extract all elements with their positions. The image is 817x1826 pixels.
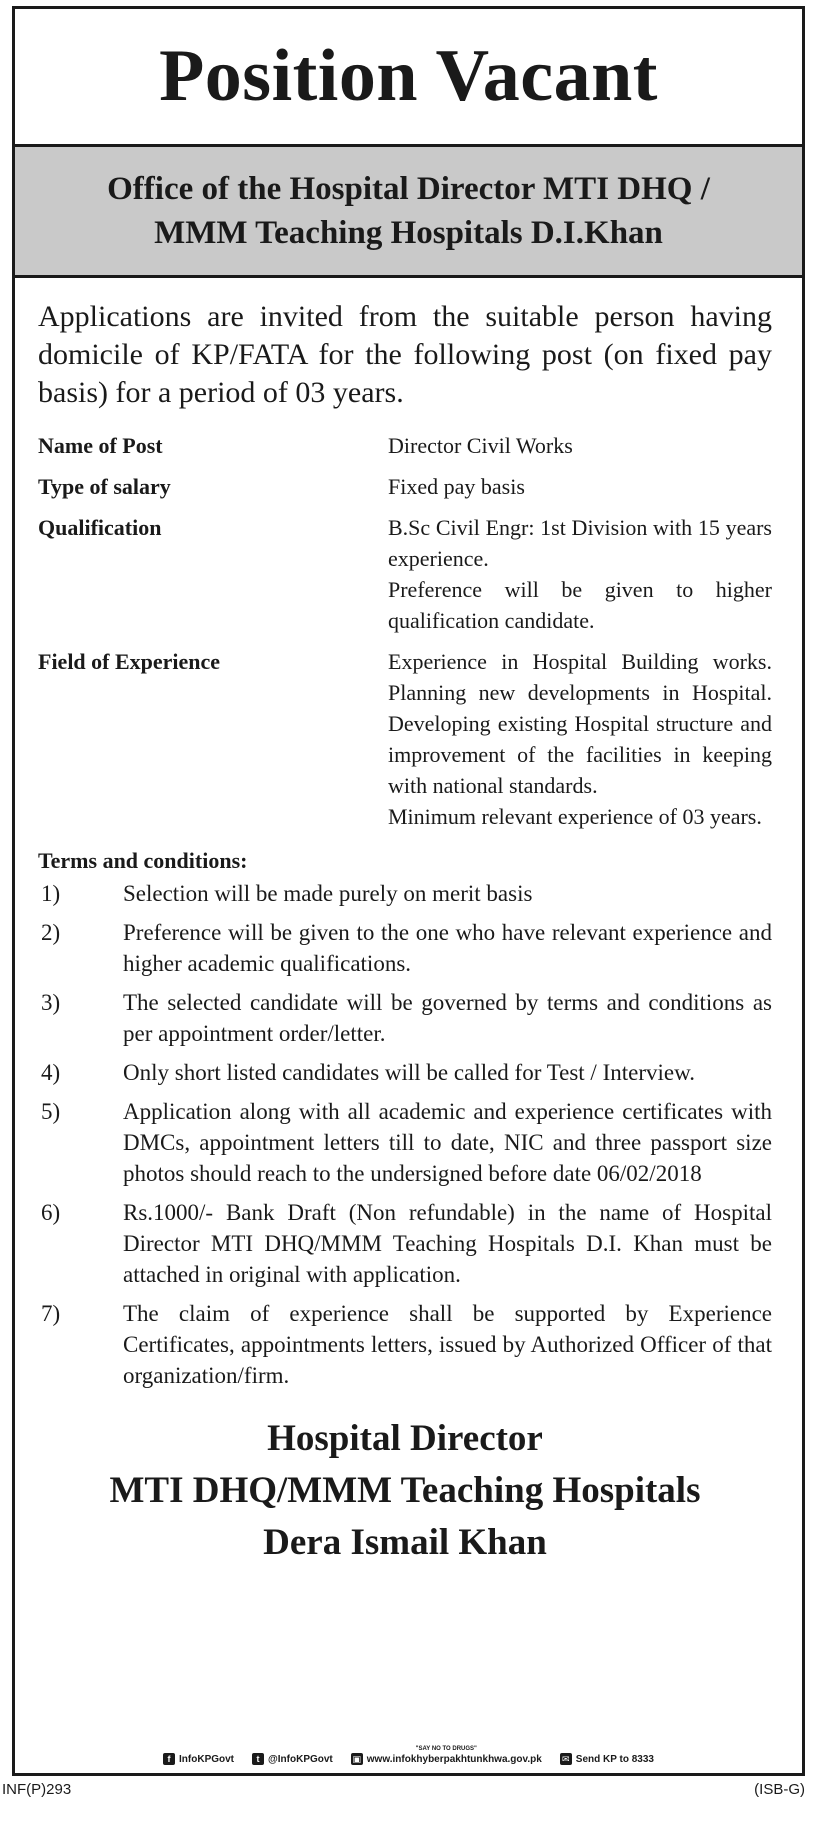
twitter-handle: @InfoKPGovt (268, 1753, 333, 1765)
salary-label: Type of salary (38, 474, 171, 499)
term-text: Application along with all academic and experience certificates with DMCs, appointment letters till to date, NIC and three passport size photos should reach to the undersigned before date 06/02/2018 (123, 1099, 772, 1186)
slogan-text: "SAY NO TO DRUGS" (415, 1746, 477, 1752)
list-item (38, 987, 772, 1049)
footer-code-right: (ISB-G) (754, 1781, 805, 1798)
term-number: 3) (41, 990, 61, 1015)
table-row (38, 430, 772, 471)
website-url: www.infokhyberpakhtunkhwa.gov.pk (366, 1753, 542, 1765)
advertisement-frame (12, 6, 805, 1776)
term-text: Rs.1000/- Bank Draft (Non refundable) in the name of Hospital Director MTI DHQ/MMM Teaching Hospitals D.I. Khan must be attached in original with application. (123, 1200, 772, 1287)
office-line-2: MMM Teaching Hospitals D.I.Khan (154, 215, 663, 251)
post-details-table (38, 430, 772, 842)
list-item (38, 917, 772, 979)
signature-block (38, 1413, 772, 1569)
terms-list (38, 878, 772, 1391)
social-facebook[interactable] (163, 1753, 234, 1765)
term-number: 7) (41, 1301, 61, 1326)
main-content (15, 298, 802, 1569)
social-twitter[interactable] (252, 1753, 333, 1765)
sms-icon: ✉ (560, 1753, 572, 1765)
experience-value (388, 646, 772, 842)
qualification-text-1: B.Sc Civil Engr: 1st Division with 15 years experience. (388, 515, 772, 571)
signature-line-3: Dera Ismail Khan (263, 1522, 547, 1563)
post-name-value: Director Civil Works (388, 433, 573, 458)
table-row (38, 512, 772, 646)
list-item (38, 1057, 772, 1088)
list-item (38, 1096, 772, 1189)
term-number: 6) (41, 1200, 61, 1225)
title-band (15, 9, 802, 147)
social-bar (15, 1746, 802, 1765)
term-text: The selected candidate will be governed by terms and conditions as per appointment order/letter. (123, 990, 772, 1046)
table-row (38, 471, 772, 512)
term-text: Only short listed candidates will be called for Test / Interview. (123, 1060, 695, 1085)
term-number: 1) (41, 881, 61, 906)
post-name-label: Name of Post (38, 433, 163, 458)
signature-line-1: Hospital Director (267, 1418, 543, 1459)
office-line-1: Office of the Hospital Director MTI DHQ / (107, 171, 710, 207)
list-item (38, 1197, 772, 1290)
salary-value: Fixed pay basis (388, 474, 525, 499)
term-number: 4) (41, 1060, 61, 1085)
facebook-icon: f (163, 1753, 175, 1765)
list-item (38, 1298, 772, 1391)
footer (2, 1781, 805, 1798)
qualification-value (388, 512, 772, 646)
experience-label: Field of Experience (38, 649, 221, 674)
experience-text-1: Experience in Hospital Building works. Planning new developments in Hospital. Developing existing Hospital structure and improvement of the facilities in keeping with national standards. (388, 649, 772, 798)
terms-heading: Terms and conditions: (38, 848, 248, 873)
term-text: The claim of experience shall be supported by Experience Certificates, appointments letters, issued by Authorized Officer of that organization/firm. (123, 1301, 772, 1388)
social-sms[interactable] (560, 1753, 654, 1765)
web-icon: ▣ (352, 1754, 362, 1764)
term-number: 2) (41, 920, 61, 945)
experience-text-2: Minimum relevant experience of 03 years. (388, 804, 762, 829)
term-text: Selection will be made purely on merit basis (123, 881, 533, 906)
table-row (38, 646, 772, 842)
intro-paragraph: Applications are invited from the suitable person having domicile of KP/FATA for the following post (on fixed pay basis) for a period of 03 years. (38, 300, 772, 409)
twitter-icon: t (252, 1753, 264, 1765)
office-band (15, 147, 802, 278)
qualification-label: Qualification (38, 515, 162, 540)
footer-code-left: INF(P)293 (2, 1781, 72, 1798)
sms-text: Send KP to 8333 (575, 1753, 654, 1765)
term-text: Preference will be given to the one who have relevant experience and higher academic qualifications. (123, 920, 772, 976)
term-number: 5) (41, 1099, 61, 1124)
facebook-handle: InfoKPGovt (179, 1753, 235, 1765)
page-title: Position Vacant (159, 35, 658, 117)
signature-line-2: MTI DHQ/MMM Teaching Hospitals (109, 1470, 701, 1511)
social-website[interactable] (351, 1753, 542, 1765)
qualification-text-2: Preference will be given to higher qualification candidate. (388, 577, 772, 633)
list-item (38, 878, 772, 909)
social-website-group (351, 1746, 542, 1765)
